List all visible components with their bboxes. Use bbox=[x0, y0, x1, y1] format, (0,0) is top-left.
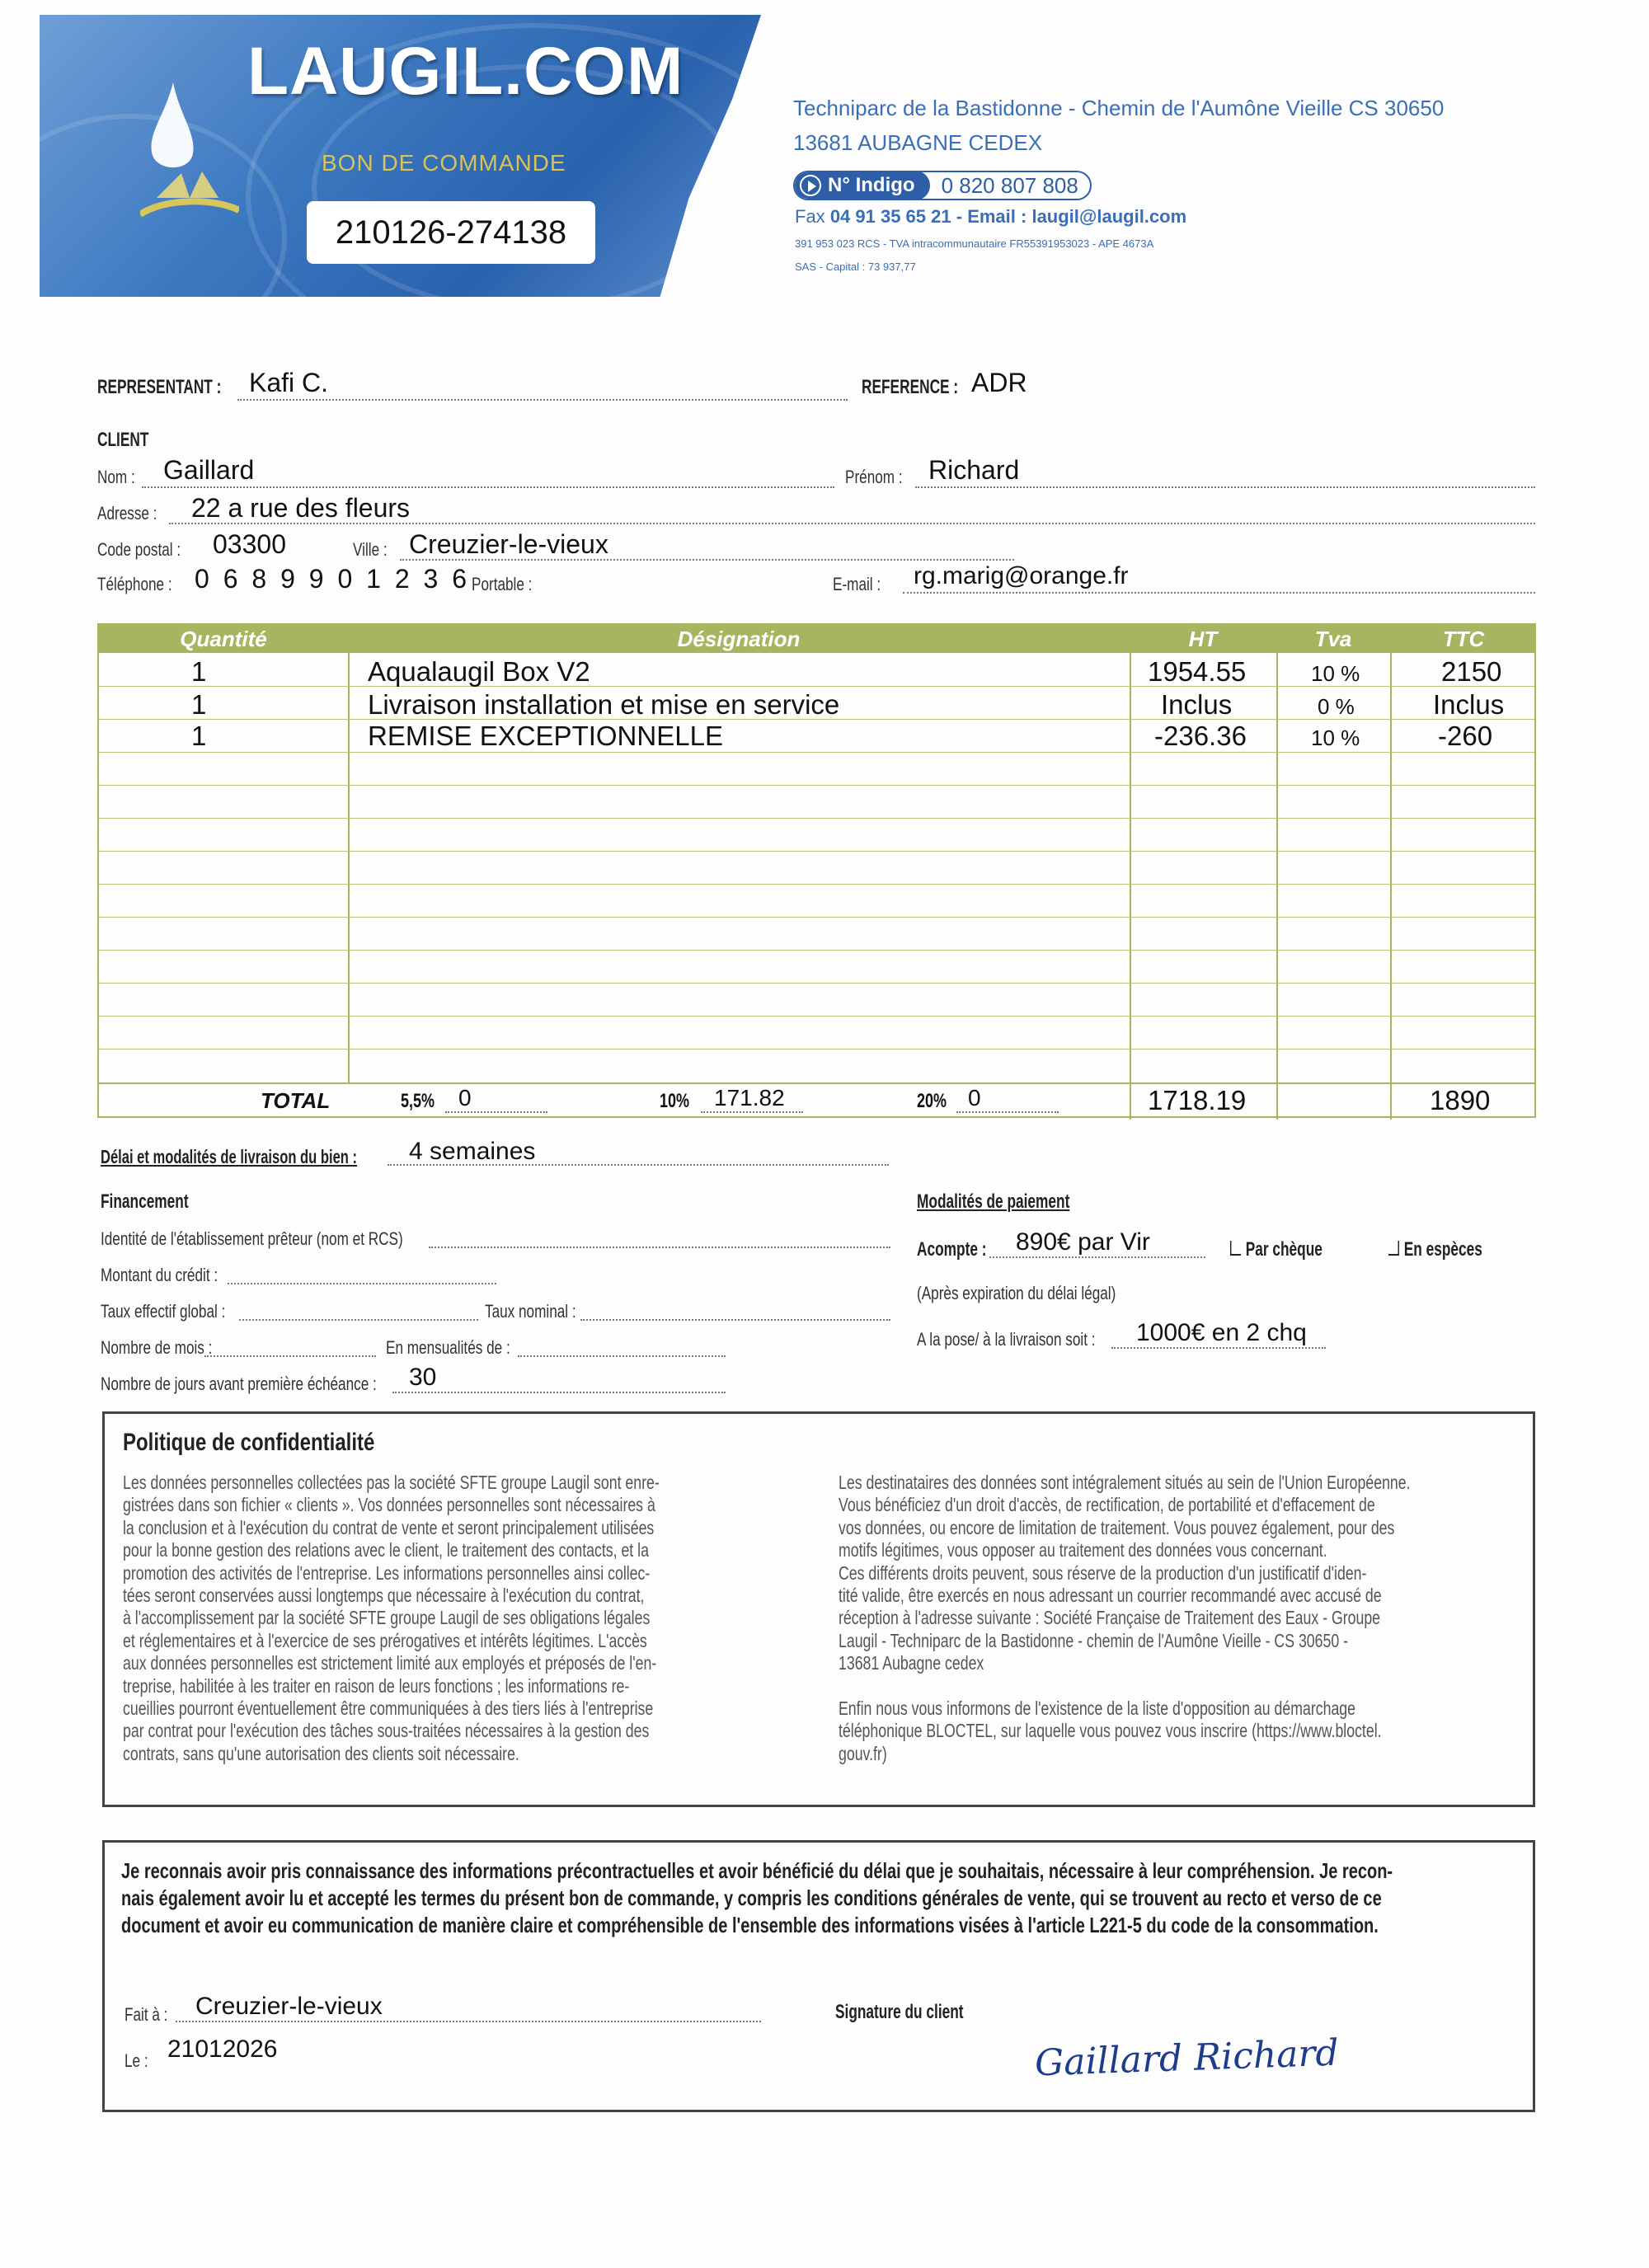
row-divider bbox=[99, 884, 1534, 885]
privacy-line: Ces différents droits peuvent, sous réserve de la production d'un justificatif d'iden- bbox=[839, 1561, 1367, 1584]
row2-ttc: Inclus bbox=[1433, 689, 1505, 720]
tva20-line bbox=[956, 1111, 1059, 1113]
row2-designation: Livraison installation et mise en service bbox=[368, 689, 840, 720]
tva20-value: 0 bbox=[968, 1085, 981, 1111]
first-payment-days-line bbox=[392, 1392, 726, 1393]
delivery-value: 4 semaines bbox=[409, 1138, 536, 1165]
col-divider bbox=[348, 625, 350, 1082]
date-value: 21012026 bbox=[167, 2036, 278, 2063]
row1-designation: Aqualaugil Box V2 bbox=[368, 656, 590, 687]
telephone-label: Téléphone : bbox=[97, 574, 172, 594]
months-label: Nombre de mois : bbox=[101, 1337, 213, 1358]
cheque-option[interactable] bbox=[1230, 1238, 1322, 1261]
code-postal-value: 03300 bbox=[213, 529, 286, 559]
delivery-line bbox=[388, 1164, 889, 1166]
especes-option[interactable] bbox=[1388, 1238, 1482, 1261]
col-header-designation: Désignation bbox=[677, 627, 801, 651]
acknowledgement-line: document et avoir eu communication de manière claire et compréhensible de l'ensemble des informations visées à l'article L221-5 du code de la consommation. bbox=[121, 1913, 1379, 1937]
col-header-ttc: TTC bbox=[1442, 627, 1485, 651]
fait-label: Fait à : bbox=[124, 2004, 168, 2025]
nominal-rate-line bbox=[580, 1319, 890, 1321]
checkbox-checked-icon[interactable] bbox=[1230, 1241, 1241, 1256]
email-label: E-mail : bbox=[833, 574, 881, 594]
row3-ht: -236.36 bbox=[1154, 721, 1247, 751]
privacy-line: par contrat pour l'exécution des tâches sous-traitées nécessaires à la gestion des bbox=[123, 1720, 650, 1742]
credit-amount-line bbox=[228, 1283, 496, 1284]
acknowledgement-line: Je reconnais avoir pris connaissance des informations précontractuelles et avoir bénéficié du délai que je souhaitais, nécessaire à leur compréhension. Je recon- bbox=[121, 1858, 1393, 1883]
company-legal-line2: SAS - Capital : 73 937,77 bbox=[795, 261, 916, 273]
row1-qty: 1 bbox=[191, 656, 207, 687]
privacy-title: Politique de confidentialité bbox=[123, 1429, 375, 1456]
water-drop-logo-icon bbox=[140, 74, 239, 231]
row2-ht: Inclus bbox=[1161, 689, 1233, 720]
privacy-line: gouv.fr) bbox=[839, 1742, 887, 1764]
fax-label: Fax bbox=[795, 206, 825, 227]
total-label: TOTAL bbox=[261, 1088, 331, 1113]
indigo-phone bbox=[793, 171, 1092, 200]
col-header-ht: HT bbox=[1188, 627, 1218, 651]
table-header bbox=[99, 625, 1534, 653]
prenom-line bbox=[915, 486, 1535, 488]
acknowledgement-text bbox=[121, 1857, 1518, 1939]
total-ttc: 1890 bbox=[1430, 1085, 1491, 1115]
portable-label: Portable : bbox=[472, 574, 533, 594]
nom-line bbox=[142, 486, 834, 488]
privacy-line: Vous bénéficiez d'un droit d'accès, de rectification, de portabilité et d'effacement de bbox=[839, 1494, 1375, 1516]
fait-value: Creuzier-le-vieux bbox=[195, 1993, 383, 2020]
lender-line bbox=[429, 1247, 890, 1248]
privacy-line: tées seront conservées aussi longtemps que nécessaire à l'exécution du contrat, bbox=[123, 1585, 645, 1607]
privacy-line: et réglementaires et à l'exercice de ses prérogatives et intérêts légitimes. L'accès bbox=[123, 1629, 647, 1651]
reference-label: REFERENCE : bbox=[862, 376, 959, 398]
order-number: 210126-274138 bbox=[307, 201, 595, 264]
privacy-line: Enfin nous vous informons de l'existence de la liste d'opposition au démarchage bbox=[839, 1697, 1355, 1720]
company-fax-email bbox=[795, 206, 1186, 228]
reference-value: ADR bbox=[971, 368, 1027, 397]
row3-qty: 1 bbox=[191, 721, 207, 751]
col-header-quantite: Quantité bbox=[180, 627, 267, 651]
especes-label: En espèces bbox=[1403, 1238, 1482, 1261]
privacy-line: Laugil - Techniparc de la Bastidonne - chemin de l'Aumône Vieille - CS 30650 - bbox=[839, 1629, 1349, 1651]
adresse-label: Adresse : bbox=[97, 503, 157, 524]
row-divider bbox=[99, 752, 1534, 753]
credit-amount-label: Montant du crédit : bbox=[101, 1265, 218, 1285]
nom-label: Nom : bbox=[97, 467, 135, 487]
signature-label: Signature du client bbox=[835, 2001, 964, 2023]
prenom-label: Prénom : bbox=[845, 467, 903, 487]
row3-designation: REMISE EXCEPTIONNELLE bbox=[368, 721, 723, 751]
email-line bbox=[903, 592, 1535, 594]
prenom-value: Richard bbox=[928, 455, 1020, 485]
company-legal-line1: 391 953 023 RCS - TVA intracommunautaire FR55391953023 - APE 4673A bbox=[795, 237, 1154, 250]
ville-value: Creuzier-le-vieux bbox=[409, 529, 608, 559]
representant-line bbox=[237, 399, 848, 401]
tva55-value: 0 bbox=[458, 1085, 472, 1111]
company-email: laugil@laugil.com bbox=[1031, 206, 1187, 227]
company-address-line2: 13681 AUBAGNE CEDEX bbox=[793, 130, 1043, 155]
privacy-line: motifs légitimes, vous opposer au traitement des données vous concernant. bbox=[839, 1539, 1327, 1561]
financing-title: Financement bbox=[101, 1190, 189, 1213]
taeg-line bbox=[239, 1319, 478, 1321]
first-payment-days-value: 30 bbox=[409, 1364, 437, 1391]
client-label: CLIENT bbox=[97, 429, 149, 451]
privacy-line: réception à l'adresse suivante : Société Française de Traitement des Eaux - Groupe bbox=[839, 1607, 1381, 1629]
play-icon bbox=[800, 175, 821, 196]
email-label: - Email : bbox=[956, 206, 1027, 227]
monthly-line bbox=[518, 1355, 726, 1357]
adresse-line bbox=[169, 523, 1535, 524]
code-postal-label: Code postal : bbox=[97, 539, 181, 560]
row1-tva: 10 % bbox=[1311, 661, 1360, 686]
payment-title: Modalités de paiement bbox=[917, 1190, 1070, 1213]
months-line bbox=[204, 1355, 376, 1357]
indigo-number: 0 820 807 808 bbox=[941, 172, 1078, 198]
privacy-line: aux données personnelles est strictement limité aux employés et préposés de l'en- bbox=[123, 1652, 657, 1674]
brand-logo-text: LAUGIL.COM bbox=[247, 34, 684, 109]
acknowledgement-box bbox=[102, 1840, 1535, 2112]
privacy-text-right bbox=[839, 1472, 1537, 1765]
privacy-line: la conclusion et à l'exécution du contrat de vente et seront principalement utilisées bbox=[123, 1516, 655, 1538]
acompte-label: Acompte : bbox=[917, 1238, 987, 1261]
tva55-label: 5,5% bbox=[401, 1090, 435, 1112]
first-payment-days-label: Nombre de jours avant première échéance : bbox=[101, 1373, 377, 1394]
tva55-line bbox=[445, 1111, 547, 1113]
privacy-line: treprise, habilitée à les traiter en raison de leurs fonctions ; les informations re- bbox=[123, 1674, 630, 1697]
cheque-label: Par chèque bbox=[1245, 1238, 1322, 1261]
tva10-value: 171.82 bbox=[714, 1085, 785, 1111]
col-divider bbox=[1390, 625, 1392, 1120]
fait-line bbox=[176, 2021, 761, 2022]
privacy-line: 13681 Aubagne cedex bbox=[839, 1652, 984, 1674]
row-divider bbox=[99, 917, 1534, 918]
lender-label: Identité de l'établissement prêteur (nom et RCS) bbox=[101, 1228, 403, 1249]
row1-ttc: 2150 bbox=[1441, 656, 1502, 687]
privacy-line: pour la bonne gestion des relations avec le client, le traitement des contacts, et la bbox=[123, 1539, 649, 1561]
privacy-text-left bbox=[123, 1472, 821, 1765]
livraison-payment-value: 1000€ en 2 chq bbox=[1136, 1319, 1307, 1346]
telephone-value: 0 6 8 9 9 0 1 2 3 6 bbox=[195, 564, 470, 594]
date-label: Le : bbox=[124, 2050, 148, 2071]
col-divider bbox=[1130, 625, 1131, 1120]
livraison-payment-label: A la pose/ à la livraison soit : bbox=[917, 1329, 1096, 1350]
privacy-line: Les destinataires des données sont intégralement situés au sein de l'Union Européenne. bbox=[839, 1472, 1411, 1493]
representant-label: REPRESENTANT : bbox=[97, 376, 222, 398]
row-divider bbox=[99, 950, 1534, 951]
privacy-line: téléphonique BLOCTEL, sur laquelle vous pouvez vous inscrire (https://www.bloctel. bbox=[839, 1720, 1382, 1742]
company-address-line1: Techniparc de la Bastidonne - Chemin de l'Aumône Vieille CS 30650 bbox=[793, 96, 1445, 120]
privacy-line: à l'accomplissement par la société SFTE groupe Laugil de ses obligations légales bbox=[123, 1607, 651, 1629]
fax-number: 04 91 35 65 21 bbox=[829, 206, 951, 227]
privacy-line: Les données personnelles collectées pas la société SFTE groupe Laugil sont enre- bbox=[123, 1472, 660, 1493]
indigo-label: N° Indigo bbox=[828, 174, 915, 196]
acompte-line bbox=[989, 1256, 1205, 1258]
representant-value: Kafi C. bbox=[249, 368, 329, 397]
ville-line bbox=[400, 559, 1014, 561]
row2-qty: 1 bbox=[191, 689, 207, 720]
privacy-line: contrats, sans qu'une autorisation des clients soit nécessaire. bbox=[123, 1742, 519, 1764]
total-ht: 1718.19 bbox=[1148, 1085, 1247, 1115]
row2-tva: 0 % bbox=[1318, 694, 1355, 719]
col-header-tva: Tva bbox=[1314, 627, 1352, 651]
row3-tva: 10 % bbox=[1311, 725, 1360, 750]
privacy-line: gistrées dans son fichier « clients ». Vos données personnelles sont nécessaires à bbox=[123, 1494, 655, 1516]
privacy-line: vos données, ou encore de limitation de traitement. Vous pouvez également, pour des bbox=[839, 1516, 1395, 1538]
document-type: BON DE COMMANDE bbox=[322, 150, 566, 176]
delivery-label: Délai et modalités de livraison du bien : bbox=[101, 1146, 358, 1167]
checkbox-unchecked-icon[interactable] bbox=[1388, 1241, 1399, 1256]
email-value: rg.marig@orange.fr bbox=[914, 562, 1129, 589]
livraison-payment-line bbox=[1111, 1347, 1326, 1349]
monthly-label: En mensualités de : bbox=[386, 1337, 510, 1358]
col-divider bbox=[1276, 625, 1278, 1120]
privacy-line: tité valide, être exercés en nous adressant un courrier recommandé avec accusé de bbox=[839, 1585, 1382, 1607]
row-divider bbox=[99, 785, 1534, 786]
row1-ht: 1954.55 bbox=[1148, 656, 1247, 687]
row-divider bbox=[99, 983, 1534, 984]
row3-ttc: -260 bbox=[1438, 721, 1493, 751]
row-divider bbox=[99, 851, 1534, 852]
acompte-value: 890€ par Vir bbox=[1016, 1228, 1150, 1256]
row-divider bbox=[99, 818, 1534, 819]
privacy-line: promotion des activités de l'entreprise. Les informations personnelles ainsi collec- bbox=[123, 1561, 651, 1584]
taeg-label: Taux effectif global : bbox=[101, 1301, 226, 1322]
privacy-line: cueillies pourront éventuellement être communiquées à des tiers liés à l'entreprise bbox=[123, 1697, 654, 1720]
privacy-line bbox=[839, 1675, 1537, 1697]
payment-note: (Après expiration du délai légal) bbox=[917, 1283, 1116, 1303]
tva10-line bbox=[701, 1111, 803, 1113]
tva10-label: 10% bbox=[660, 1090, 690, 1112]
client-signature: Gaillard Richard bbox=[1034, 2031, 1340, 2085]
ville-label: Ville : bbox=[353, 539, 388, 560]
order-items-table bbox=[97, 623, 1536, 1118]
adresse-value: 22 a rue des fleurs bbox=[191, 493, 411, 523]
total-divider bbox=[99, 1082, 1534, 1084]
nom-value: Gaillard bbox=[163, 455, 255, 485]
privacy-policy-box bbox=[102, 1411, 1535, 1807]
row-divider bbox=[99, 1016, 1534, 1017]
tva20-label: 20% bbox=[917, 1090, 947, 1112]
acknowledgement-line: nais également avoir lu et accepté les termes du présent bon de commande, y compris les conditions générales de vente, qui se trouvent au recto et verso de ce bbox=[121, 1885, 1382, 1910]
nominal-rate-label: Taux nominal : bbox=[485, 1301, 576, 1322]
